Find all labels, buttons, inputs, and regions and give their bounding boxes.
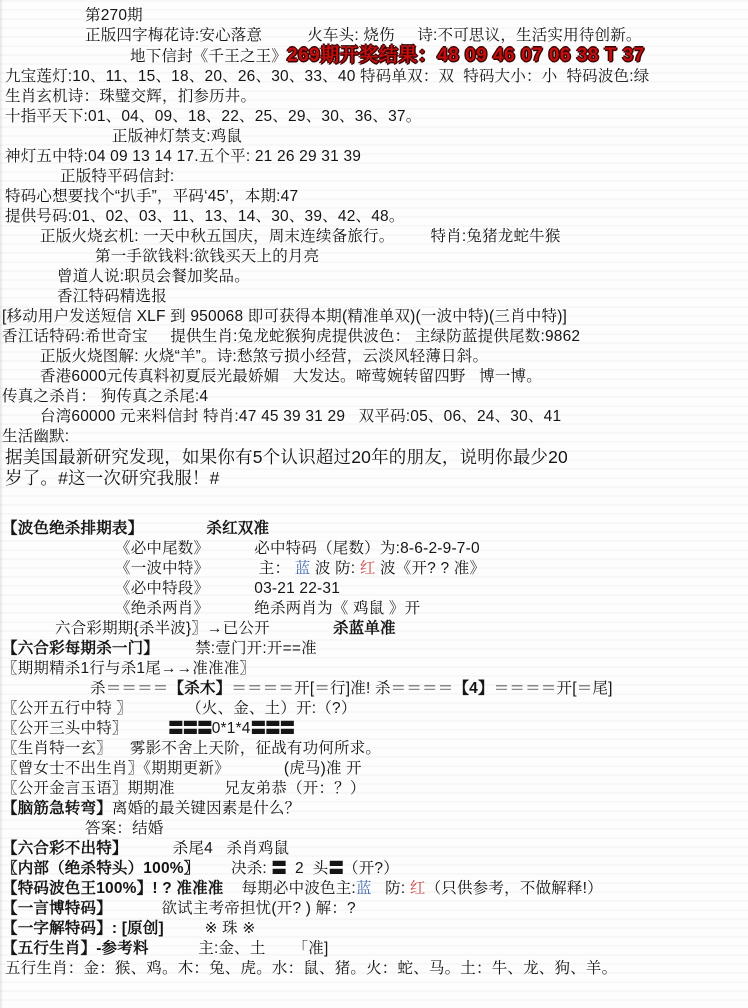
text-segment: 正版神灯禁支:鸡鼠 (112, 128, 243, 145)
text-line (0, 247, 748, 267)
red-wave-hint: 红 (359, 560, 376, 577)
text-segment: 〖公开金言玉语〗期期准 (2, 780, 175, 797)
text-segment: ＝＝＝＝开[＝尾] (493, 680, 613, 697)
text-segment: 防: (371, 880, 410, 897)
text-segment: 【脑筋急转弯】 (2, 800, 112, 817)
text-line (0, 939, 748, 959)
text-segment: 提供号码:01、02、03、11、13、14、30、39、42、48。 (5, 208, 405, 225)
draw-result-banner: 269期开奖结果：48 09 46 07 06 38 T 37 (287, 45, 645, 66)
text-segment: 曾道人说:职员会餐加奖品。 (57, 268, 250, 285)
text-line (0, 679, 748, 699)
text-segment: 绝杀两肖为《 鸡鼠 》开 (209, 600, 421, 617)
text-line (0, 427, 748, 447)
text-line (0, 307, 748, 327)
red-wave-hint: 红 (409, 880, 426, 897)
text-segment: 〓 (271, 860, 286, 877)
text-segment: 特码心想要找个“扒手”，平码‘45’，本期:47 (5, 188, 299, 205)
text-segment: 《必中尾数》 (115, 540, 210, 557)
text-line (0, 919, 748, 939)
text-segment: 答案：结婚 (85, 820, 164, 837)
text-line (0, 407, 748, 427)
text-segment: 〖生肖特一玄〗 (2, 740, 112, 757)
text-line (0, 699, 748, 719)
text-segment: 【波色绝杀排期表】 (2, 520, 144, 537)
text-segment: 【4】 (453, 680, 494, 697)
text-line (0, 347, 748, 367)
wave-kill-table-header (0, 519, 748, 539)
text-segment: 六合彩期期{杀半波}〗→已公开 (55, 620, 270, 637)
text-line (0, 167, 748, 187)
text-segment (143, 520, 206, 537)
text-segment: 据美国最新研究发现，如果你有5个认识超过20年的朋友，说明你最少20 (5, 447, 568, 467)
text-segment: 决杀: (199, 860, 272, 877)
plum-poem-line (0, 26, 748, 46)
text-segment: 波 防: (310, 560, 360, 577)
text-line (0, 367, 748, 387)
text-segment: 杀尾4 杀肖鸡鼠 (127, 840, 290, 857)
text-segment: 地下信封《千王之王》 (130, 48, 288, 65)
text-line (0, 719, 748, 739)
text-line (0, 127, 748, 147)
text-segment: 正版火烧图解: 火烧“羊”。诗:愁煞亏损小经营，云淡风轻薄日斜。 (40, 348, 489, 365)
text-segment: 主:金、土 「准] (148, 940, 329, 957)
text-segment: 〖公开三头中特〗 (2, 720, 128, 737)
text-line (0, 659, 748, 679)
issue-number (0, 6, 748, 26)
text-segment: 03-21 22-31 (209, 580, 341, 597)
text-segment: 第270期 (85, 7, 143, 24)
text-segment: 正版四字梅花诗:安心落意 火车头: 烧伤 诗:不可思议，生活实用待创新。 (85, 27, 642, 44)
text-segment: 生肖玄机诗：珠璧交辉，扪参历井。 (5, 88, 257, 105)
text-line (0, 187, 748, 207)
text-line (0, 739, 748, 759)
text-line (0, 879, 748, 899)
text-segment: 第一手欲钱料:欲钱买天上的月亮 (95, 248, 320, 265)
text-segment: 〖曾女士不出生肖〗《期期更新》 (2, 760, 230, 777)
text-line (0, 799, 748, 819)
text-segment (270, 620, 333, 637)
humor-text (0, 447, 748, 468)
text-segment: 五行生肖：金：猴、鸡。木：兔、虎。水：鼠、猪。火：蛇、马。土：牛、龙、狗、羊。 (5, 960, 618, 977)
text-line (0, 759, 748, 779)
blue-wave-hint: 蓝 (355, 880, 372, 897)
text-segment: 【六合彩不出特】 (2, 840, 128, 857)
text-line (0, 107, 748, 127)
text-segment: 生活幽默: (2, 428, 70, 445)
nine-lotus-line (0, 67, 748, 87)
text-line (0, 619, 748, 639)
text-line (0, 227, 748, 247)
text-segment: 每期必中波色主: (223, 880, 356, 897)
text-segment (128, 720, 169, 737)
text-segment: ＝＝＝＝开[＝行]准! 杀＝＝＝＝ (231, 680, 454, 697)
text-segment: 杀＝＝＝＝ (90, 680, 169, 697)
text-segment: 必中特码（尾数）为:8-6-2-9-7-0 (209, 540, 480, 557)
text-line (0, 327, 748, 347)
text-segment: 【五行生肖】-参考料 (2, 940, 149, 957)
text-segment: 〖公开五行中特 〗 (2, 700, 133, 717)
text-segment: 《绝杀两肖》 (115, 600, 210, 617)
text-segment: 【杀木】 (168, 680, 232, 697)
text-segment: 欲试主考帝担忧(开? ) 解：? (111, 900, 356, 917)
text-segment: 【一字解特码】: [原创] (2, 920, 164, 937)
text-segment: 波《开? ? 准》 (375, 560, 486, 577)
text-line (0, 959, 748, 979)
text-segment: 正版火烧玄机: 一天中秋五国庆，周末连续备旅行。 特肖:兔猪龙蛇牛猴 (40, 228, 561, 245)
text-segment: （只供参考，不做解释!） (425, 880, 603, 897)
text-segment: 0*1*4 (211, 720, 251, 737)
text-segment: 〖期期精杀1行与杀1尾→→准准准〗 (2, 660, 256, 677)
text-segment: 正版特平码信封: (60, 168, 175, 185)
text-segment: 十指平天下:01、04、09、18、22、25、29、30、36、37。 (5, 108, 422, 125)
text-segment: 香港6000元传真料初夏辰光最娇媚 大发达。啼莺婉转留四野 博一博。 (40, 368, 542, 385)
text-line (0, 207, 748, 227)
text-line (0, 839, 748, 859)
text-segment: 2 头 (285, 860, 329, 877)
text-line (0, 468, 748, 489)
text-segment: （火、金、土）开:（?） (132, 700, 357, 717)
text-segment: 【六合彩每期杀一门】 (2, 640, 160, 657)
text-line (0, 387, 748, 407)
text-segment: 《一波中特》 (115, 560, 210, 577)
text-line (0, 639, 748, 659)
text-segment: 台湾60000 元来料信封 特肖:47 45 39 31 29 双平码:05、06、24、30、41 (40, 408, 562, 425)
text-line (0, 87, 748, 107)
text-line (0, 859, 748, 879)
text-segment: 禁:壹门开:开==准 (159, 640, 317, 657)
text-line (0, 599, 748, 619)
text-segment: 〓〓〓 (250, 720, 295, 737)
text-segment: （开?） (343, 860, 399, 877)
text-segment: 〖内部（绝杀特头）100%〗 (2, 860, 200, 877)
text-segment: 杀蓝单准 (332, 620, 396, 637)
text-segment: ※ 珠 ※ (163, 920, 256, 937)
text-segment: 传真之杀肖： 狗传真之杀尾:4 (2, 388, 209, 405)
text-segment: 九宝莲灯:10、11、15、18、20、26、30、33、40 特码单双：双 特码大小：小 特码波色:绿 (5, 68, 650, 85)
text-segment: 《必中特段》 (115, 580, 210, 597)
draw-result-line (0, 46, 748, 67)
text-segment: 香江话特码:希世奇宝 提供生肖:兔龙蛇猴狗虎提供波色： 主绿防蓝提供尾数:9862 (2, 328, 581, 345)
text-line (0, 579, 748, 599)
text-line (0, 559, 748, 579)
text-segment: 香江特码精选报 (57, 288, 167, 305)
text-segment: 神灯五中特:04 09 13 14 17.五个平: 21 26 29 31 39 (5, 148, 362, 165)
text-line (0, 267, 748, 287)
text-segment: 〓〓〓 (168, 720, 212, 737)
text-segment: 【一言博特码】 (2, 900, 112, 917)
text-line (0, 899, 748, 919)
text-segment: 〓 (328, 860, 343, 877)
text-segment: 杀红双准 (206, 520, 270, 537)
text-segment: 岁了。#这一次研究我服！# (5, 468, 220, 488)
text-line (0, 287, 748, 307)
text-segment: 离婚的最关键因素是什么？ (111, 800, 301, 817)
text-segment: 雾影不舍上天阶，征战有功何所求。 (111, 740, 382, 757)
text-segment: 【特码波色王100%】! ? 准准准 (2, 880, 224, 897)
text-line (0, 779, 748, 799)
text-segment: 主： (209, 560, 295, 577)
text-segment: 兄友弟恭（开：？） (174, 780, 366, 797)
text-line (0, 819, 748, 839)
text-line (0, 147, 748, 167)
text-line (0, 539, 748, 559)
blue-wave-hint: 蓝 (294, 560, 311, 577)
text-segment: (虎马)准 开 (229, 760, 362, 777)
text-segment: [移动用户发送短信 XLF 到 950068 即可获得本期(精准单双)(一波中特)(三肖中特)] (2, 308, 568, 325)
